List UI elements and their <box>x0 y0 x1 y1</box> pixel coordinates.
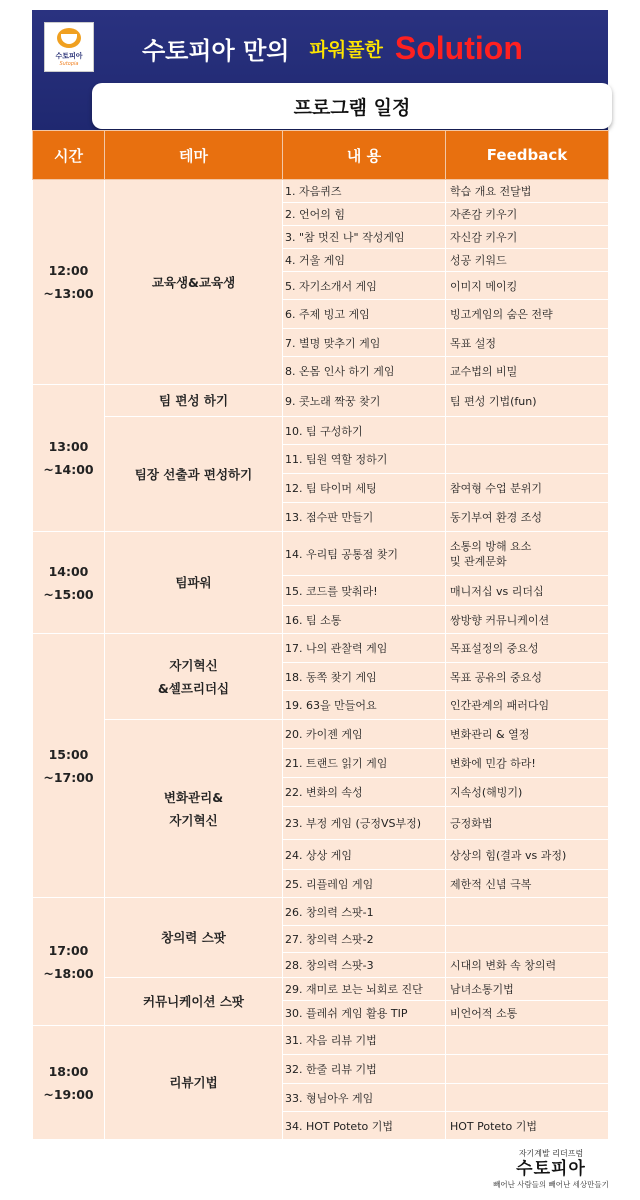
time-cell: 18:00 ~19:00 <box>33 1026 105 1140</box>
schedule-table-wrap <box>32 130 608 1140</box>
content-cell: 29. 재미로 보는 뇌회로 진단 <box>283 978 446 1001</box>
content-cell: 10. 팀 구성하기 <box>283 417 446 445</box>
content-cell: 28. 창의력 스팟-3 <box>283 953 446 978</box>
content-cell: 25. 리플레임 게임 <box>283 870 446 898</box>
theme-cell: 창의력 스팟 <box>105 898 283 978</box>
time-cell: 17:00 ~18:00 <box>33 898 105 1026</box>
content-cell: 8. 온몸 인사 하기 게임 <box>283 357 446 385</box>
content-cell: 13. 점수판 만들기 <box>283 503 446 532</box>
subtitle-bar <box>92 83 612 129</box>
feedback-cell: 목표 설정 <box>446 329 609 357</box>
table-row <box>33 1026 609 1055</box>
content-cell: 34. HOT Poteto 기법 <box>283 1112 446 1140</box>
content-cell: 6. 주제 빙고 게임 <box>283 300 446 329</box>
content-cell: 33. 형님아우 게임 <box>283 1084 446 1112</box>
content-cell: 27. 창의력 스팟-2 <box>283 926 446 953</box>
page-title <box>142 26 523 70</box>
theme-cell: 팀 편성 하기 <box>105 385 283 417</box>
content-cell: 7. 별명 맞추기 게임 <box>283 329 446 357</box>
feedback-cell: 시대의 변화 속 창의력 <box>446 953 609 978</box>
content-cell: 32. 한줄 리뷰 기법 <box>283 1055 446 1084</box>
feedback-cell <box>446 1084 609 1112</box>
table-header-row <box>33 131 609 180</box>
content-cell: 9. 콧노래 짝꿍 찾기 <box>283 385 446 417</box>
feedback-cell: 자신감 키우기 <box>446 226 609 249</box>
feedback-cell: 인간관계의 패러다임 <box>446 691 609 720</box>
feedback-cell: 변화에 민감 하라! <box>446 749 609 778</box>
feedback-cell: 긍정화법 <box>446 807 609 840</box>
content-cell: 4. 거울 게임 <box>283 249 446 272</box>
feedback-cell <box>446 417 609 445</box>
table-row <box>33 634 609 663</box>
content-cell: 11. 팀원 역할 정하기 <box>283 445 446 474</box>
feedback-cell: 상상의 힘(결과 vs 과정) <box>446 840 609 870</box>
theme-cell: 팀파워 <box>105 532 283 634</box>
header-banner <box>32 10 608 130</box>
subtitle: 프로그램 일정 <box>293 96 411 119</box>
logo-sub: Sutopia <box>59 60 79 67</box>
feedback-cell: 이미지 메이킹 <box>446 272 609 300</box>
feedback-cell: 성공 키워드 <box>446 249 609 272</box>
content-cell: 23. 부정 게임 (긍정VS부정) <box>283 807 446 840</box>
feedback-cell: 비언어적 소통 <box>446 1001 609 1026</box>
feedback-cell: 지속성(해빙기) <box>446 778 609 807</box>
column-header-time: 시간 <box>33 131 105 180</box>
content-cell: 5. 자기소개서 게임 <box>283 272 446 300</box>
feedback-cell: 제한적 신념 극복 <box>446 870 609 898</box>
content-cell: 30. 플레쉬 게임 활용 TIP <box>283 1001 446 1026</box>
theme-cell: 변화관리& 자기혁신 <box>105 720 283 898</box>
logo-name: 수토피아 <box>55 51 83 60</box>
feedback-cell: 동기부여 환경 조성 <box>446 503 609 532</box>
feedback-cell <box>446 445 609 474</box>
feedback-cell: HOT Poteto 기법 <box>446 1112 609 1140</box>
column-header-content: 내 용 <box>283 131 446 180</box>
logo-icon <box>55 28 83 50</box>
content-cell: 22. 변화의 속성 <box>283 778 446 807</box>
theme-cell: 교육생&교육생 <box>105 180 283 385</box>
feedback-cell: 쌍방향 커뮤니케이션 <box>446 606 609 634</box>
time-cell: 13:00 ~14:00 <box>33 385 105 532</box>
feedback-cell: 자존감 키우기 <box>446 203 609 226</box>
content-cell: 3. "참 멋진 나" 작성게임 <box>283 226 446 249</box>
feedback-cell: 소통의 방해 요소 및 관계문화 <box>446 532 609 576</box>
feedback-cell: 참여형 수업 분위기 <box>446 474 609 503</box>
content-cell: 14. 우리팀 공통점 찾기 <box>283 532 446 576</box>
feedback-cell: 남녀소통기법 <box>446 978 609 1001</box>
content-cell: 15. 코드를 맞춰라! <box>283 576 446 606</box>
theme-cell: 팀장 선출과 편성하기 <box>105 417 283 532</box>
feedback-cell: 학습 개요 전달법 <box>446 180 609 203</box>
table-row <box>33 385 609 417</box>
content-cell: 20. 카이젠 게임 <box>283 720 446 749</box>
table-row <box>33 180 609 203</box>
table-row <box>33 532 609 576</box>
feedback-cell: 빙고게임의 숨은 전략 <box>446 300 609 329</box>
theme-cell: 리뷰기법 <box>105 1026 283 1140</box>
content-cell: 26. 창의력 스팟-1 <box>283 898 446 926</box>
theme-cell: 커뮤니케이션 스팟 <box>105 978 283 1026</box>
feedback-cell <box>446 1026 609 1055</box>
feedback-cell: 목표 공유의 중요성 <box>446 663 609 691</box>
footer-tagline-top: 자기계발 리더프럼 <box>518 1149 584 1158</box>
time-cell: 15:00 ~17:00 <box>33 634 105 898</box>
feedback-cell <box>446 1055 609 1084</box>
title-part-3: Solution <box>394 29 523 66</box>
footer-tagline-bottom: 빼어난 사람들의 빼어난 세상만들기 <box>493 1180 609 1189</box>
feedback-cell: 목표설정의 중요성 <box>446 634 609 663</box>
table-row <box>33 978 609 1001</box>
feedback-cell: 매니저십 vs 리더십 <box>446 576 609 606</box>
content-cell: 1. 자음퀴즈 <box>283 180 446 203</box>
feedback-cell <box>446 898 609 926</box>
feedback-cell: 변화관리 & 열정 <box>446 720 609 749</box>
feedback-cell <box>446 926 609 953</box>
theme-cell: 자기혁신 &셀프리더십 <box>105 634 283 720</box>
content-cell: 24. 상상 게임 <box>283 840 446 870</box>
table-row <box>33 898 609 926</box>
content-cell: 16. 팀 소통 <box>283 606 446 634</box>
table-row <box>33 417 609 445</box>
feedback-cell: 팀 편성 기법(fun) <box>446 385 609 417</box>
content-cell: 17. 나의 관찰력 게임 <box>283 634 446 663</box>
feedback-cell: 교수법의 비밀 <box>446 357 609 385</box>
content-cell: 2. 언어의 힘 <box>283 203 446 226</box>
footer-brand <box>476 1148 626 1190</box>
time-cell: 12:00 ~13:00 <box>33 180 105 385</box>
content-cell: 19. 63을 만들어요 <box>283 691 446 720</box>
content-cell: 31. 자음 리뷰 기법 <box>283 1026 446 1055</box>
content-cell: 12. 팀 타이머 세팅 <box>283 474 446 503</box>
title-part-2: 파워풀한 <box>309 38 383 61</box>
logo <box>44 22 94 72</box>
content-cell: 21. 트랜드 읽기 게임 <box>283 749 446 778</box>
table-row <box>33 720 609 749</box>
content-cell: 18. 동쪽 찾기 게임 <box>283 663 446 691</box>
footer-brand-name: 수토피아 <box>516 1159 586 1179</box>
title-part-1: 수토피아 만의 <box>142 36 290 65</box>
schedule-table <box>32 130 609 1140</box>
column-header-theme: 테마 <box>105 131 283 180</box>
time-cell: 14:00 ~15:00 <box>33 532 105 634</box>
column-header-feedback: Feedback <box>446 131 609 180</box>
